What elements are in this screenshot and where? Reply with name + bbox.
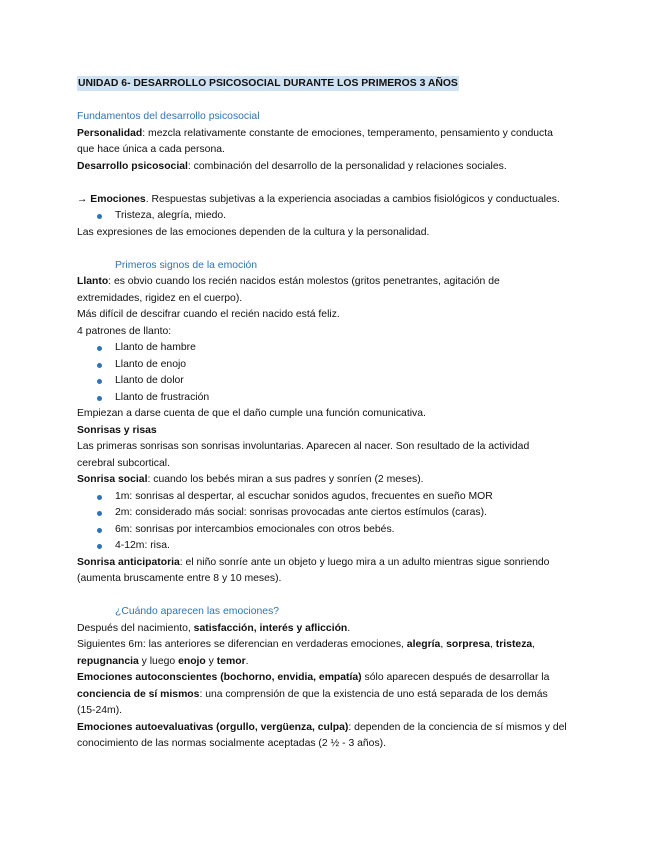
spacer [77, 175, 577, 192]
siguientes-text-cont: repugnancia y luego enojo y temor. [77, 655, 249, 667]
definition-text: : cuando los bebés miran a sus padres y sonríen (2 meses). [147, 474, 424, 485]
llanto-definition-cont: extremidades, rigidez en el cuerpo). [77, 292, 243, 304]
personalidad-definition-cont: que hace única a cada persona. [77, 144, 225, 155]
bullet-icon [97, 363, 102, 368]
dificil-text: Más difícil de descifrar cuando el recién nacido está feliz. [77, 309, 340, 320]
bullet-icon [97, 511, 102, 516]
patrones-text: 4 patrones de llanto: [77, 325, 172, 337]
term: Emociones [90, 193, 146, 205]
sonrisas-text: Las primeras sonrisas son sonrisas involuntarias. Aparecen al nacer. Son resultado de la actividad [77, 441, 530, 452]
list-item: 6m: sonrisas por intercambios emocionales con otros bebés. [77, 522, 577, 539]
arrow-icon: → [77, 193, 91, 205]
autoconscientes-text: Emociones autoconscientes (bochorno, envidia, empatía) sólo aparecen después de desarrollar la [77, 672, 550, 683]
term: Personalidad [77, 127, 143, 139]
definition-text: : es obvio cuando los recién nacidos están molestos (gritos penetrantes, agitación de [108, 276, 500, 287]
list-item: Llanto de frustración [77, 390, 577, 407]
term: Llanto [77, 276, 109, 287]
sonrisas-text-cont: cerebral subcortical. [77, 457, 170, 469]
term: Sonrisa social [77, 474, 148, 485]
definition-text: : combinación del desarrollo de la personalidad y relaciones sociales. [187, 160, 507, 172]
sonrisas-heading: Sonrisas y risas [77, 424, 157, 436]
list-item: 4-12m: risa. [77, 538, 577, 555]
term: Desarrollo psicosocial [77, 160, 188, 172]
emociones-definition [77, 192, 577, 209]
bullet-icon [97, 379, 102, 384]
bullet-icon [97, 495, 102, 500]
personalidad-definition [77, 126, 577, 143]
expresiones-text: Las expresiones de las emociones dependen de la cultura y la personalidad. [77, 226, 430, 238]
bullet-icon [97, 544, 102, 549]
bullet-icon [97, 396, 102, 401]
term: Sonrisa anticipatoria [77, 556, 180, 568]
list-item: Llanto de enojo [77, 357, 577, 374]
spacer [77, 588, 577, 605]
definition-text: : el niño sonríe ante un objeto y luego mira a un adulto mientras sigue sonriendo [179, 556, 550, 568]
spacer [77, 241, 577, 258]
autoevaluativas-text: Emociones autoevaluativas (orgullo, vergüenza, culpa): dependen de la conciencia de sí mismos y del [77, 721, 567, 733]
list-item: Llanto de dolor [77, 373, 577, 390]
bullet-icon [97, 214, 102, 219]
document-page [77, 76, 577, 753]
section-heading-primeros-signos: Primeros signos de la emoción [115, 259, 258, 271]
sonrisa-social-definition [77, 472, 577, 489]
list-item: 1m: sonrisas al despertar, al escuchar sonidos agudos, frecuentes en sueño MOR [77, 489, 577, 506]
section-heading-cuando: ¿Cuándo aparecen las emociones? [115, 606, 280, 617]
section-heading-fundamentos: Fundamentos del desarrollo psicosocial [77, 111, 260, 122]
definition-text: . Respuestas subjetivas a la experiencia asociadas a cambios fisiológicos y conductuales. [145, 193, 560, 205]
list-item: Llanto de hambre [77, 340, 577, 357]
title-line [77, 76, 577, 93]
sonrisa-anticipatoria-cont: (aumenta bruscamente entre 8 y 10 meses). [77, 573, 282, 584]
llanto-definition [77, 274, 577, 291]
autoevaluativas-text-cont: conocimiento de las normas socialmente aceptadas (2 ½ - 3 años). [77, 738, 386, 749]
conciencia-text-cont: (15-24m). [77, 705, 123, 716]
spacer [77, 93, 577, 110]
desarrollo-definition [77, 159, 577, 176]
despues-text: Después del nacimiento, satisfacción, interés y aflicción. [77, 622, 351, 634]
definition-text: : mezcla relativamente constante de emociones, temperamento, pensamiento y conducta [142, 127, 553, 139]
siguientes-text: Siguientes 6m: las anteriores se diferencian en verdaderas emociones, alegría, sorpresa, tristeza, [77, 639, 536, 650]
bullet-icon [97, 528, 102, 533]
comunicativa-text: Empiezan a darse cuenta de que el daño cumple una función comunicativa. [77, 408, 426, 419]
bullet-icon [97, 346, 102, 351]
sonrisa-anticipatoria-definition [77, 555, 577, 572]
conciencia-text: conciencia de sí mismos: una comprensión de que la existencia de uno está separada de los demás [77, 688, 548, 700]
list-item: 2m: considerado más social: sonrisas provocadas ante ciertos estímulos (caras). [77, 505, 577, 522]
list-item: Tristeza, alegría, miedo. [77, 208, 577, 225]
document-title: UNIDAD 6- DESARROLLO PSICOSOCIAL DURANTE LOS PRIMEROS 3 AÑOS [78, 78, 458, 89]
